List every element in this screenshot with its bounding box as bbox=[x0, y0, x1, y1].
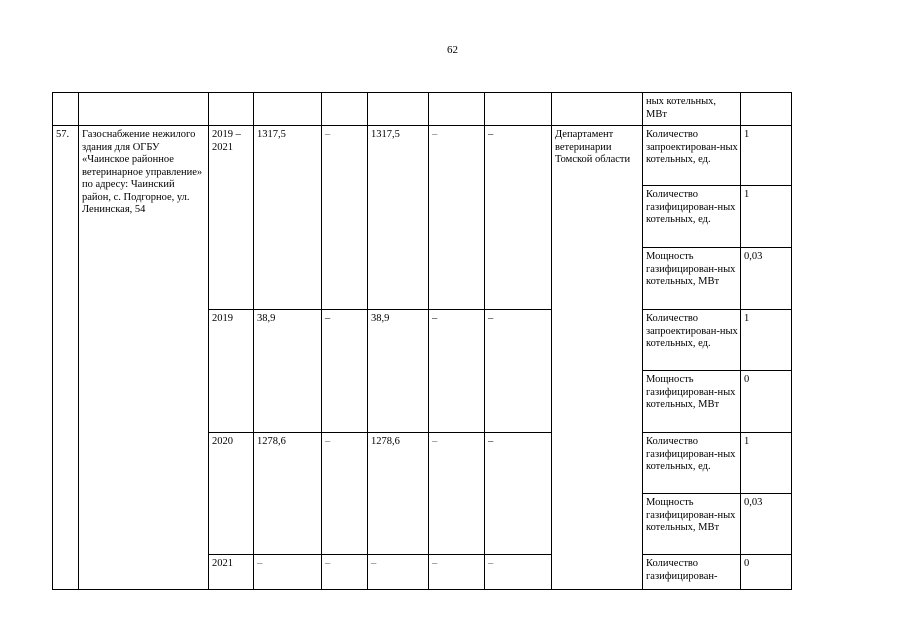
amount-regional: 1317,5 bbox=[368, 126, 429, 310]
period: 2019 bbox=[209, 310, 254, 433]
indicator-value: 0,03 bbox=[741, 494, 792, 555]
entry-name: Газоснабжение нежилого здания для ОГБУ «Чаинское районное ветеринарное управление» по адресу: Чаинский район, с. Подгорное, ул. Ленинская, 54 bbox=[79, 126, 209, 590]
indicator-value: 1 bbox=[741, 186, 792, 248]
cell-empty bbox=[552, 93, 643, 126]
amount-federal: – bbox=[322, 310, 368, 433]
measures-table bbox=[52, 92, 792, 590]
cell-empty bbox=[429, 93, 485, 126]
amount-local: – bbox=[429, 310, 485, 433]
continuation-row bbox=[53, 93, 792, 126]
amount-other: – bbox=[485, 555, 552, 590]
indicator-name: Количество газифицирован-ных котельных, ед. bbox=[643, 433, 741, 494]
period: 2020 bbox=[209, 433, 254, 555]
period: 2019 – 2021 bbox=[209, 126, 254, 310]
indicator-value: 1 bbox=[741, 310, 792, 371]
amount-other: – bbox=[485, 433, 552, 555]
indicator-name: Количество запроектирован-ных котельных, ед. bbox=[643, 310, 741, 371]
amount-federal: – bbox=[322, 433, 368, 555]
period: 2021 bbox=[209, 555, 254, 590]
indicator-value: 0,03 bbox=[741, 248, 792, 310]
amount-other: – bbox=[485, 310, 552, 433]
cell-empty bbox=[254, 93, 322, 126]
amount-federal: – bbox=[322, 126, 368, 310]
indicator-value: 0 bbox=[741, 555, 792, 590]
cell-empty bbox=[53, 93, 79, 126]
indicator-name: Мощность газифицирован-ных котельных, МВт bbox=[643, 371, 741, 433]
amount-regional: 38,9 bbox=[368, 310, 429, 433]
indicator-name: Количество газифицирован- bbox=[643, 555, 741, 590]
indicator-value: 1 bbox=[741, 433, 792, 494]
entry-number: 57. bbox=[53, 126, 79, 590]
amount-total: – bbox=[254, 555, 322, 590]
indicator-name: Количество газифицирован-ных котельных, ед. bbox=[643, 186, 741, 248]
indicator-name: Количество запроектирован-ных котельных, ед. bbox=[643, 126, 741, 186]
table-row bbox=[53, 126, 792, 186]
amount-total: 1278,6 bbox=[254, 433, 322, 555]
indicator-value: 1 bbox=[741, 126, 792, 186]
amount-federal: – bbox=[322, 555, 368, 590]
amount-local: – bbox=[429, 126, 485, 310]
amount-total: 38,9 bbox=[254, 310, 322, 433]
amount-local: – bbox=[429, 555, 485, 590]
executor: Департамент ветеринарии Томской области bbox=[552, 126, 643, 590]
cell-empty bbox=[209, 93, 254, 126]
cell-empty bbox=[322, 93, 368, 126]
indicator-name: ных котельных, МВт bbox=[643, 93, 741, 126]
cell-empty bbox=[79, 93, 209, 126]
amount-local: – bbox=[429, 433, 485, 555]
amount-other: – bbox=[485, 126, 552, 310]
page-number: 62 bbox=[447, 44, 458, 56]
amount-total: 1317,5 bbox=[254, 126, 322, 310]
amount-regional: 1278,6 bbox=[368, 433, 429, 555]
indicator-value: 0 bbox=[741, 371, 792, 433]
indicator-name: Мощность газифицирован-ных котельных, МВт bbox=[643, 248, 741, 310]
indicator-name: Мощность газифицирован-ных котельных, МВт bbox=[643, 494, 741, 555]
amount-regional: – bbox=[368, 555, 429, 590]
cell-empty bbox=[368, 93, 429, 126]
indicator-value bbox=[741, 93, 792, 126]
cell-empty bbox=[485, 93, 552, 126]
